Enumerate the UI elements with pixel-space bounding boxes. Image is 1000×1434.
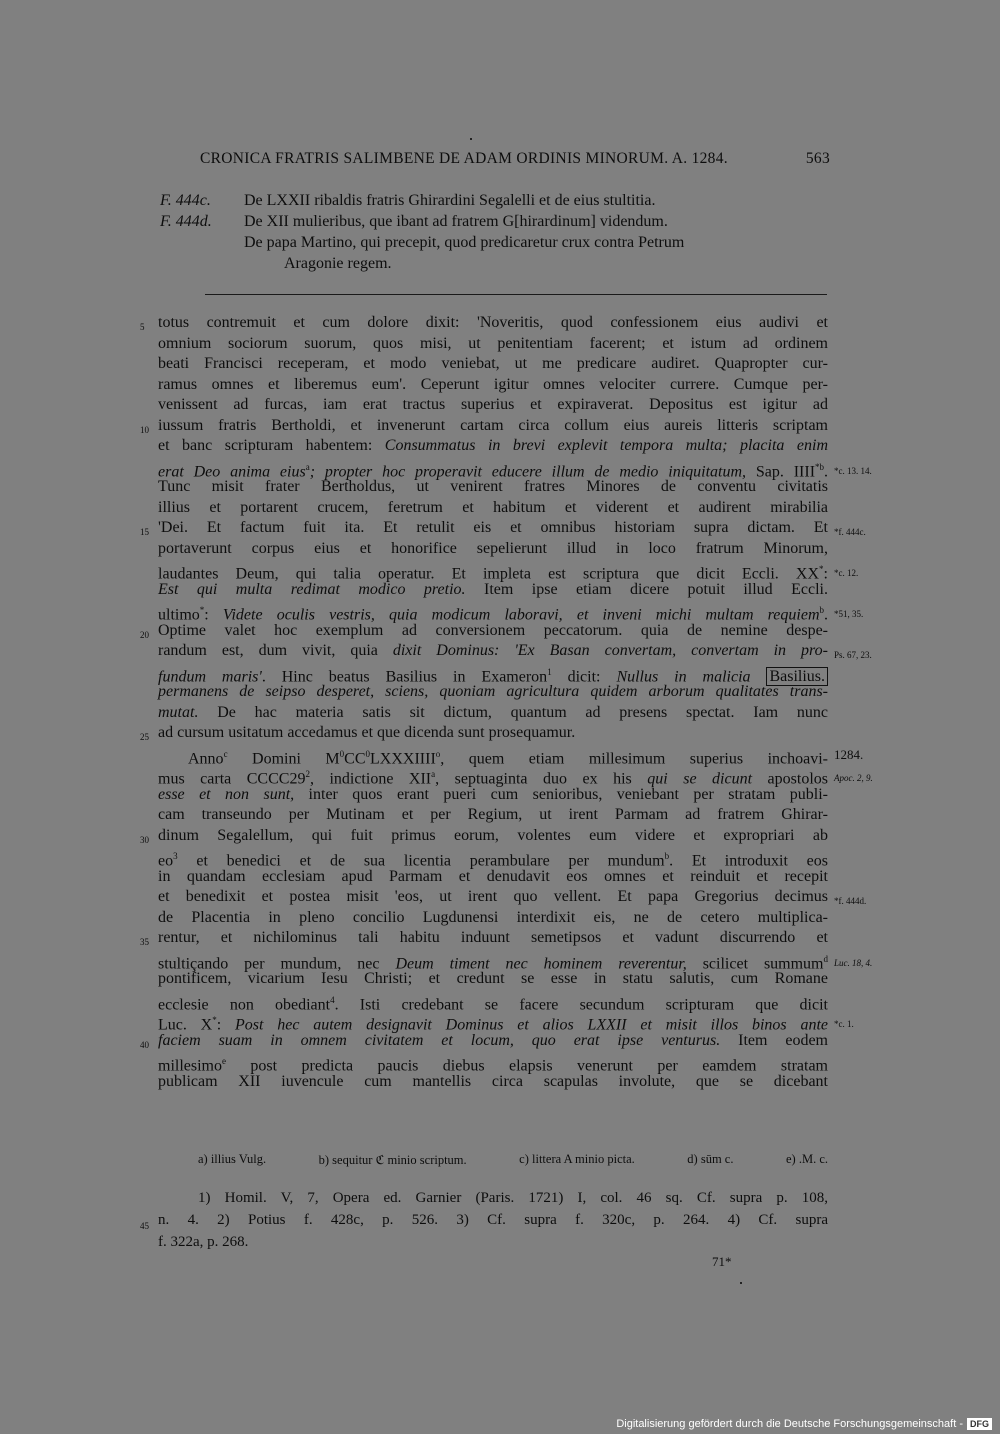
running-header [200,150,830,168]
text-line: publicam XII iuvencule cum mantellis circa scapulas involute, que se dicebant [158,1072,828,1090]
text-line: De hac materia satis sit dictum, quantum ad presens spectat. Iam nunc [198,703,828,721]
text-line: laudantes Deum, qui talia operatur. Et impleta est scriptura que dicit Eccli. XX [158,565,820,583]
apparatus-note: e) .M. c. [786,1152,828,1166]
quotation: qui se dicunt [647,770,753,788]
text-line: . Et introduxit eos [669,852,829,870]
text-line: omnium sociorum suorum, quos misi, ut penitentiam facerent; et istum ad ordinem [158,334,828,352]
folio-ref [160,232,244,253]
text-line: Item eodem [720,1031,829,1049]
text-line: et benedici et de sua licentia perambulare per mundum [177,852,665,870]
quotation: Deum timent nec hominem reverentur, [395,954,687,972]
text-line: Domini M [227,749,340,767]
text-line: et benedixit et postea misit 'eos, ut irent quo vellent. Et papa Gregorius decimus [158,888,828,905]
text-line: randum est, dum vivit, quia [158,642,393,659]
margin-note: *c. 1. [834,1019,854,1029]
text-line: 'Dei. Et factum fuit ita. Et retulit eis et omnibus historiam supra dictam. Et [158,519,828,536]
summary-text: De papa Martino, qui precepit, quod predicaretur crux contra Petrum [244,234,685,251]
quotation: fundum maris' [158,667,262,685]
quotation: Post hec autem designavit Dominus et alios LXXII et misit illos binos ante [234,1016,829,1034]
text-line: millesimo [158,1057,222,1075]
apparatus-note: a) illius Vulg. [198,1152,267,1166]
margin-note: Ps. 67, 23. [834,650,872,660]
text-line: iussum fratris Bertholdi, et invenerunt cartam circa collum eius aureis litteris scriptam [158,416,828,434]
main-text: 5 totus contremuit et cum dolore dixit: 'Noveritis, quod confessionem eius audivi et omnium sociorum suorum, quos misi, ut penitentiam facerent; et istum ad ordinem beati Francisci receperam, et modo veniebat, ut me predicare audiret. Quapropter cur- ramus omnes et liberemus eum'. Ceperunt igitur omnes velociter currere. Cumque per- venissent ad furcas, iam erat tractus superius et expiraverat. Depositus est igitur ad 10 iussum fratris Bertholdi, et invenerunt cartam circa collum eius aureis litteris scriptam et banc scripturam habentem: Consummatus in brevi explevit tempora multa; placita enim erat Deo anima eius$^a$; propter hoc properavit educere illum de medio iniquitatum, Sap. IIII$^{*b}$. *c. 13. 14. Tunc misit frater Bertholdus, ut venirent fratres Minores de conventu civitatis illius et portarent crucem, feretrum et habitum et viderent et audirent mirabilia 15 'Dei. Et factum fuit ita. Et retulit eis et omnibus historiam supra dictam. Et *f. 444c. portaverunt corpus eius et honorifice sepelierunt illud in loco fratrum Minorum, laudantes Deum, qui talia operatur. Et impleta est scriptura que dicit Eccli. XX*: *c. 12. Est qui multa redimat modico pretio. Item ipse etiam dicere potuit illud Eccli. ultimo*: Videte oculis vestris, quia modicum laboravi, et inveni michi multam requiem$^b$. *51, 35. 20 Optime valet hoc exemplum ad conversionem peccatorum. quia de nemine despe- randum est, dum vivit, quia dixit Dominus: 'Ex Basan convertam, convertam in pro- Ps. 67, 23. fundum maris'. Hinc beatus Basilius in Exameron$^1$ dicit: Nullus in malicia Basilius. permanens de seipso desperet, sciens, quoniam agricultura quidem arborum qualitates trans- mutat. De hac materia satis sit dictum, quantum ad presens spectat. Iam nunc 25 ad cursum usitatum accedamus et que dicenda sunt prosequamur. Anno$^c$ Domini $M^0CC^0LXXXIIII^o$, quem etiam millesimum superius inchoavi- 1284. mus carta $CCCC29^2$, indictione XII$^a$, septuaginta duo ex his qui se dicunt apostolos Apoc. 2, 9. esse et non sunt, inter quos erant pueri cum senioribus, veniebant per stratam publi- cam transeundo per Mutinam et per Regium, ut irent Parmam ad fratrem Ghirar- 30 dinum Segalellum, qui fuit primus eorum, volentes eum videre et expropriari ab $eo^3$ et benedici et de sua licentia perambulare per mundum$^b$. Et introduxit eos in quandam ecclesiam apud Parmam et denudavit eos omnes et reinduit et recepit et benedixit et postea misit 'eos, ut irent quo vellent. Et papa Gregorius decimus *f. 444d. de Placentia in pleno concilio Lugdunensi interdixit eis, ne de cetero multiplica- 35 rentur, et nichilominus tali habitu induunt semetipsos et vadunt discurrendo et stultiçando per mundum, nec Deum timent nec hominem reverentur, scilicet summum$^d$ Luc. 18, 4. pontificem, vicarium Iesu Christi; et credunt se esse in statu salutis, cum Romane ecclesie non obediant$^4$. Isti credebant se facere secundum scripturam que dicit Luc. X*: Post hec autem designavit Dominus et alios LXXII et misit illos binos ante *c. 1. 40 faciem suam in omnem civitatem et locum, quo erat ipse venturus. Item eodem millesimo$^e$ post predicta paucis diebus elapsis venerunt per eamdem stratam publicam XII iuvencule cum mantellis circa scapulas involute, que se dicebant [140,314,873,1090]
text-line: totus contremuit et cum dolore dixit: 'Noveritis, quod confessionem eius audivi et [158,314,828,331]
text-line: stultiçando per mundum, nec [158,954,396,972]
text-line: pontificem, vicarium Iesu Christi; et credunt se esse in statu salutis, cum Romane [158,970,828,987]
line-number: 40 [140,1039,149,1050]
speck [740,1282,742,1284]
footnote: n. 4. 2) Potius f. 428c, p. 526. 3) Cf. supra f. 320c, p. 264. 4) Cf. supra [158,1212,828,1228]
quotation: permanens de seipso desperet, sciens, quoniam agricultura quidem arborum qualitates trans- [158,683,828,700]
text-line: Optime valet hoc exemplum ad conversionem peccatorum. quia de nemine despe- [158,621,828,639]
text-line: , quem etiam millesimum superius inchoavi- [440,749,829,767]
text-line: de Placentia in pleno concilio Lugdunensi interdixit eis, ne de cetero multiplica- [158,908,828,926]
funding-footer [616,1418,992,1430]
divider-rule [205,294,827,295]
text-line: et banc scripturam habentem: [158,437,385,454]
header-title: CRONICA FRATRIS SALIMBENE DE ADAM ORDINIS MINORUM. A. 1284. [200,150,728,167]
margin-note: Apoc. 2, 9. [834,773,873,783]
line-number: 35 [140,937,149,947]
margin-note: *51, 35. [834,609,864,619]
text-line: ecclesie non obediant [158,995,331,1013]
quotation: Est qui multa redimat modico pretio. [158,580,466,598]
margin-note: *c. 12. [834,568,859,578]
text-line: mus carta CCCC29 [158,770,306,788]
line-number: 10 [140,424,149,435]
text-line: Tunc misit frater Bertholdus, ut venirent fratres Minores de conventu civitatis [158,478,828,495]
text-line: Anno [188,749,224,767]
text-line: ad cursum usitatum accedamus et que dicenda sunt prosequamur. [158,724,576,741]
line-number: 30 [140,834,149,845]
text-line: . Hinc beatus Basilius in Exameron [261,667,548,685]
folio-ref: F. 444d. [160,213,212,230]
line-number: 25 [140,732,149,742]
folio-ref: F. 444c. [160,192,211,209]
apparatus-note: d) sūm c. [687,1152,734,1166]
text-line: venissent ad furcas, iam erat tractus superius et expiraverat. Depositus est igitur ad [158,396,828,413]
quotation: Videte oculis vestris, quia modicum laboravi, et inveni michi multam requiem [222,606,820,624]
quotation: ; propter hoc properavit educere illum de medio iniquitatum, [309,462,747,480]
page-number: 563 [805,150,830,167]
dfg-logo: DFG [967,1418,992,1430]
speck [470,138,472,140]
text-line: CC [344,749,366,767]
text-line: Luc. X [158,1016,213,1034]
quotation: Nullus in malicia [616,667,751,685]
line-number: 5 [140,322,145,332]
critical-apparatus [198,1152,828,1168]
quotation: faciem suam in omnem civitatem et locum, quo erat ipse venturus. [158,1031,721,1049]
quotation: Consummatus in brevi explevit tempora multa; placita enim [384,437,829,454]
text-line: dinum Segalellum, qui fuit primus eorum, volentes eum videre et expropriari ab [158,826,828,844]
text-line: , indictione XII [309,770,432,788]
text-line: eo [158,852,174,870]
text-line: portaverunt corpus eius et honorifice sepelierunt illud in loco fratrum Minorum, [158,539,828,557]
margin-note: *c. 13. 14. [834,465,872,476]
summary-text: Aragonie regem. [284,255,392,272]
text-line: LXXXIIII [370,749,436,767]
citation: Sap. IIII [746,462,816,480]
footnote: 1) Homil. V, 7, Opera ed. Garnier (Paris. 1721) I, col. 46 sq. Cf. supra p. 108, [198,1190,828,1206]
text-line: scilicet summum [686,954,824,972]
apparatus-note: b) sequitur ℭ minio scriptum. [318,1153,467,1167]
margin-note: Luc. 18, 4. [834,957,873,968]
quotation: esse et non sunt, [158,785,295,803]
text-line: apostolos [752,770,828,788]
margin-note: *f. 444c. [834,527,866,537]
text-line: ultimo [158,606,200,624]
text-line: dicit: [551,667,617,685]
text-line: cam transeundo per Mutinam et per Regium, ut irent Parmam ad fratrem Ghirar- [158,806,828,823]
text-line: post predicta paucis diebus elapsis venerunt per eamdem stratam [226,1057,828,1075]
quotation: mutat. [158,703,199,721]
footnotes [140,1187,828,1253]
line-number: 20 [140,629,149,640]
text-line: illius et portarent crucem, feretrum et habitum et viderent et audirent mirabilia [158,498,828,516]
signature-mark: 71* [712,1254,732,1269]
text-line: ramus omnes et liberemus eum'. Ceperunt igitur omnes velociter currere. Cumque per- [158,375,828,393]
chapter-summary [160,190,832,274]
footer-text: Digitalisierung gefördert durch die Deutsche Forschungsgemeinschaft - [616,1418,963,1430]
quotation: erat Deo anima eius [158,462,306,480]
text-line: , septuaginta duo ex his [435,770,648,788]
text-line: rentur, et nichilominus tali habitu induunt semetipsos et vadunt discurrendo et [158,929,828,946]
line-number: 15 [140,527,149,537]
text-line: beati Francisci receperam, et modo veniebat, ut me predicare audiret. Quapropter cur- [158,355,828,372]
text-line: . Isti credebant se facere secundum scripturam que dicit [334,995,828,1013]
footnote: f. 322a, p. 268. [158,1234,249,1250]
line-number: 45 [140,1221,149,1231]
text-line: in quandam ecclesiam apud Parmam et denudavit eos omnes et reinduit et recepit [158,867,828,885]
apparatus-note: c) littera A minio picta. [519,1152,635,1166]
margin-note: *f. 444d. [834,896,867,906]
quotation: dixit Dominus: 'Ex Basan convertam, convertam in pro- [392,642,828,659]
text-line: Item ipse etiam dicere potuit illud Eccli. [465,580,829,598]
text-line: inter quos erant pueri cum senioribus, veniebant per stratam publi- [294,785,829,803]
margin-year: 1284. [834,746,864,762]
author-box: Basilius. [766,667,828,686]
summary-text: De LXXII ribaldis fratris Ghirardini Segalelli et de eius stultitia. [244,192,656,209]
summary-text: De XII mulieribus, que ibant ad fratrem G[hirardinum] videndum. [244,213,668,230]
